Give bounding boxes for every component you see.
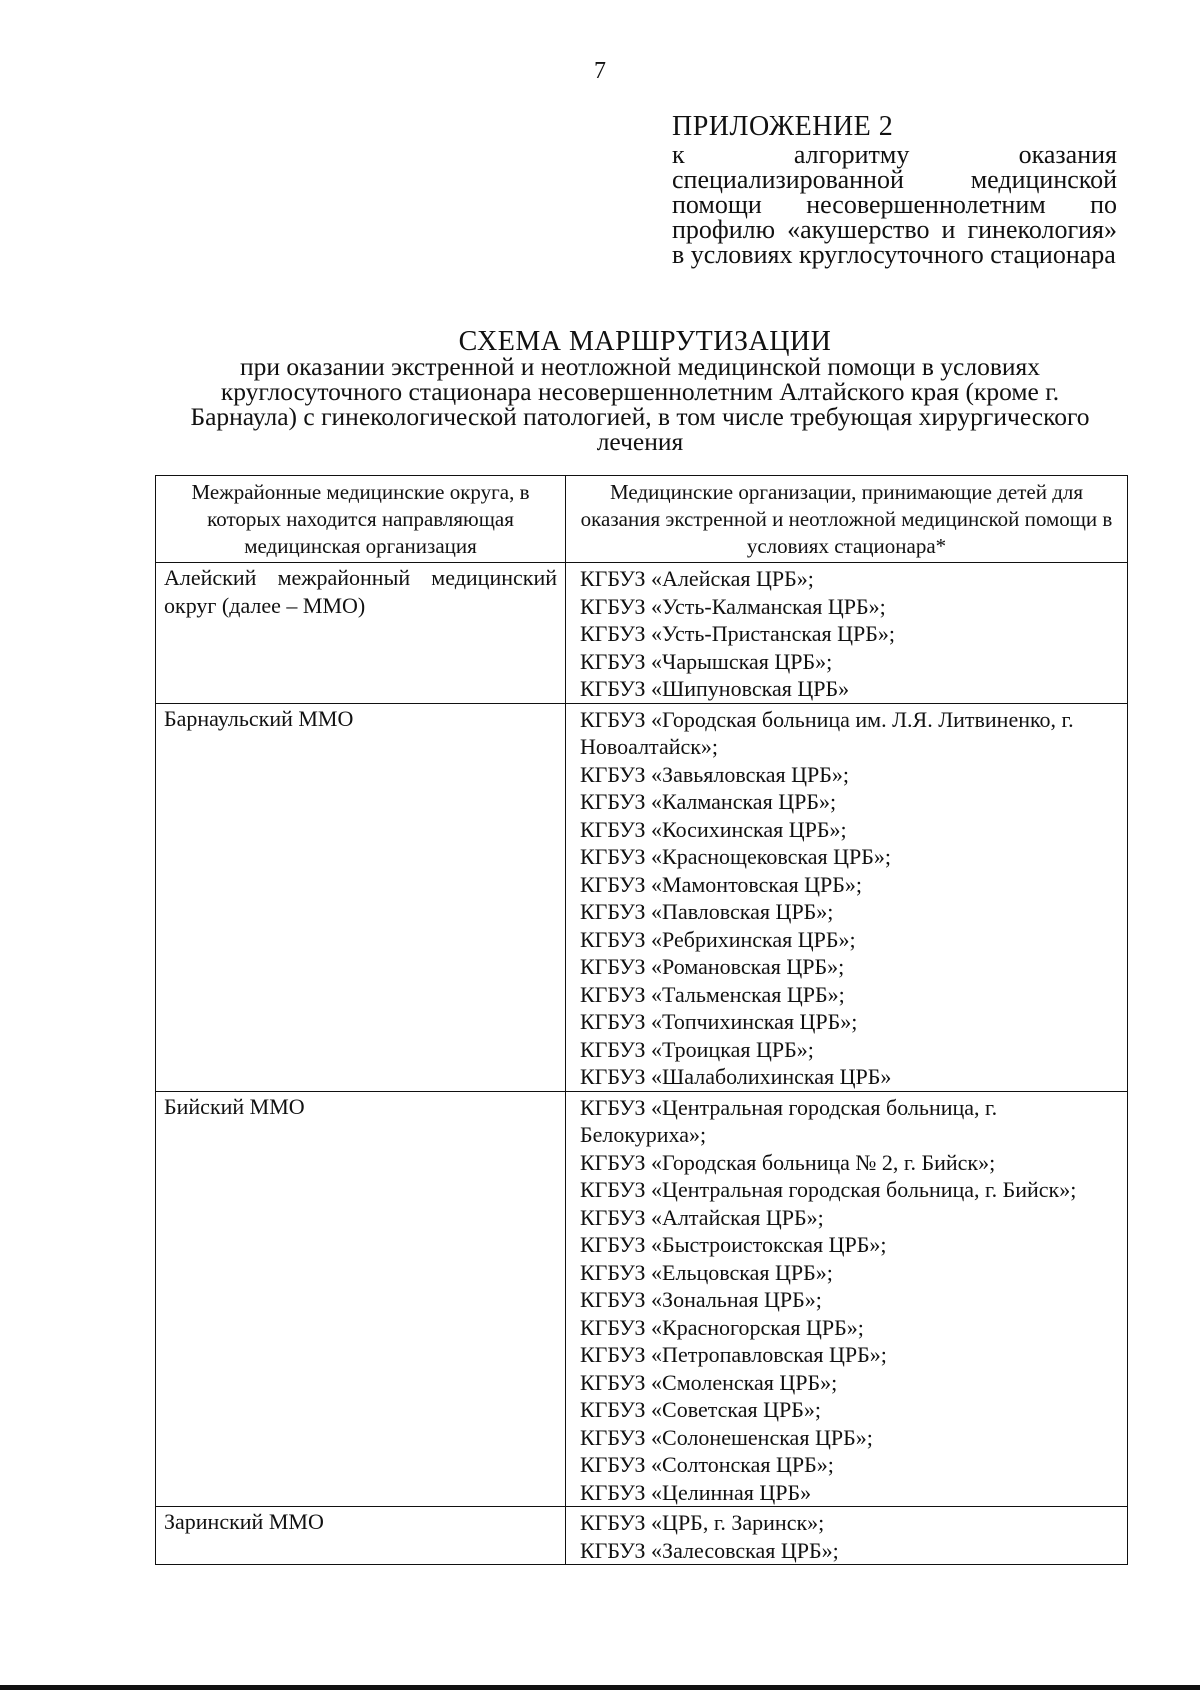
district-cell: [156, 1507, 566, 1565]
district-name: Заринский ММО: [164, 1509, 324, 1534]
routing-table: [155, 475, 1128, 1565]
organization-item: КГБУЗ «Мамонтовская ЦРБ»;: [580, 871, 863, 897]
organization-item: КГБУЗ «Усть-Пристанская ЦРБ»;: [580, 621, 895, 646]
table-row: [156, 1091, 1128, 1507]
organizations-cell: [566, 563, 1128, 704]
organization-item: КГБУЗ «Шипуновская ЦРБ»: [580, 676, 850, 701]
organization-item: КГБУЗ «ЦРБ, г. Заринск»;: [580, 1510, 825, 1535]
page-number: 7: [594, 58, 606, 84]
organization-item: КГБУЗ «Павловская ЦРБ»;: [580, 899, 834, 924]
organization-item: КГБУЗ «Алтайская ЦРБ»;: [580, 1204, 824, 1230]
organization-item: КГБУЗ «Шалаболихинская ЦРБ»: [580, 1064, 892, 1089]
organization-item: КГБУЗ «Целинная ЦРБ»: [580, 1479, 812, 1505]
organization-item: КГБУЗ «Троицкая ЦРБ»;: [580, 1036, 814, 1062]
organization-item: КГБУЗ «Солтонская ЦРБ»;: [580, 1452, 834, 1477]
table-row: [156, 563, 1128, 704]
organizations-cell: [566, 1507, 1128, 1565]
organization-item: КГБУЗ «Тальменская ЦРБ»;: [580, 981, 845, 1007]
organizations-cell: [566, 703, 1128, 1091]
appendix-title: ПРИЛОЖЕНИЕ 2: [672, 111, 894, 142]
header-organizations: Медицинские организации, принимающие детей для оказания экстренной и неотложной медицинской помощи в условиях стационара*: [566, 476, 1128, 563]
district-cell: [156, 1091, 566, 1507]
scheme-title: СХЕМА МАРШРУТИЗАЦИИ: [458, 326, 832, 357]
scheme-subtitle: при оказании экстренной и неотложной медицинской помощи в условиях круглосуточного стационара несовершеннолетним Алтайского края (кроме г. Барнаула) с гинекологической патологией, в том числе требующая хирургического лечения: [190, 352, 1090, 456]
table-row: [156, 703, 1128, 1091]
organization-item: КГБУЗ «Завьяловская ЦРБ»;: [580, 761, 849, 787]
organization-item: КГБУЗ «Романовская ЦРБ»;: [580, 954, 845, 979]
organization-item: КГБУЗ «Краснощековская ЦРБ»;: [580, 844, 891, 869]
organization-item: КГБУЗ «Городская больница № 2, г. Бийск»;: [580, 1149, 996, 1175]
table-row: [156, 1507, 1128, 1565]
organization-item: КГБУЗ «Калманская ЦРБ»;: [580, 789, 837, 814]
organization-item: КГБУЗ «Топчихинская ЦРБ»;: [580, 1009, 858, 1034]
district-cell: [156, 703, 566, 1091]
organization-item: КГБУЗ «Зональная ЦРБ»;: [580, 1287, 822, 1312]
organization-item: КГБУЗ «Красногорская ЦРБ»;: [580, 1314, 864, 1340]
organization-item: КГБУЗ «Ребрихинская ЦРБ»;: [580, 926, 856, 952]
organization-item: КГБУЗ «Центральная городская больница, г. Белокуриха»;: [580, 1094, 998, 1147]
district-cell: [156, 563, 566, 704]
table-header-row: [156, 476, 1128, 563]
organization-item: КГБУЗ «Залесовская ЦРБ»;: [580, 1537, 839, 1563]
organization-item: КГБУЗ «Городская больница им. Л.Я. Литвиненко, г. Новоалтайск»;: [580, 706, 1074, 759]
header-districts: Межрайонные медицинские округа, в которых находится направляющая медицинская организация: [156, 476, 566, 563]
organization-item: КГБУЗ «Ельцовская ЦРБ»;: [580, 1259, 833, 1285]
organization-item: КГБУЗ «Петропавловская ЦРБ»;: [580, 1342, 887, 1367]
district-name: Алейский межрайонный медицинский округ (далее – ММО): [164, 565, 557, 618]
organization-item: КГБУЗ «Косихинская ЦРБ»;: [580, 816, 847, 842]
table-body: [156, 563, 1128, 1565]
organization-item: КГБУЗ «Центральная городская больница, г. Бийск»;: [580, 1177, 1077, 1202]
organization-item: КГБУЗ «Чарышская ЦРБ»;: [580, 648, 833, 674]
organization-item: КГБУЗ «Солонешенская ЦРБ»;: [580, 1424, 873, 1450]
organization-item: КГБУЗ «Советская ЦРБ»;: [580, 1397, 822, 1422]
district-name: Бийский ММО: [164, 1093, 305, 1119]
organizations-cell: [566, 1091, 1128, 1507]
page-bottom-rule: [0, 1685, 1200, 1690]
organization-item: КГБУЗ «Алейская ЦРБ»;: [580, 566, 814, 591]
appendix-text: к алгоритму оказания специализированной медицинской помощи несовершеннолетним по профилю «акушерство и гинекология» в условиях круглосуточного стационара: [672, 140, 1117, 269]
organization-item: КГБУЗ «Усть-Калманская ЦРБ»;: [580, 593, 886, 619]
district-name: Барнаульский ММО: [164, 705, 354, 731]
organization-item: КГБУЗ «Быстроистокская ЦРБ»;: [580, 1232, 887, 1257]
organization-item: КГБУЗ «Смоленская ЦРБ»;: [580, 1369, 838, 1395]
appendix-block: [672, 112, 1117, 267]
